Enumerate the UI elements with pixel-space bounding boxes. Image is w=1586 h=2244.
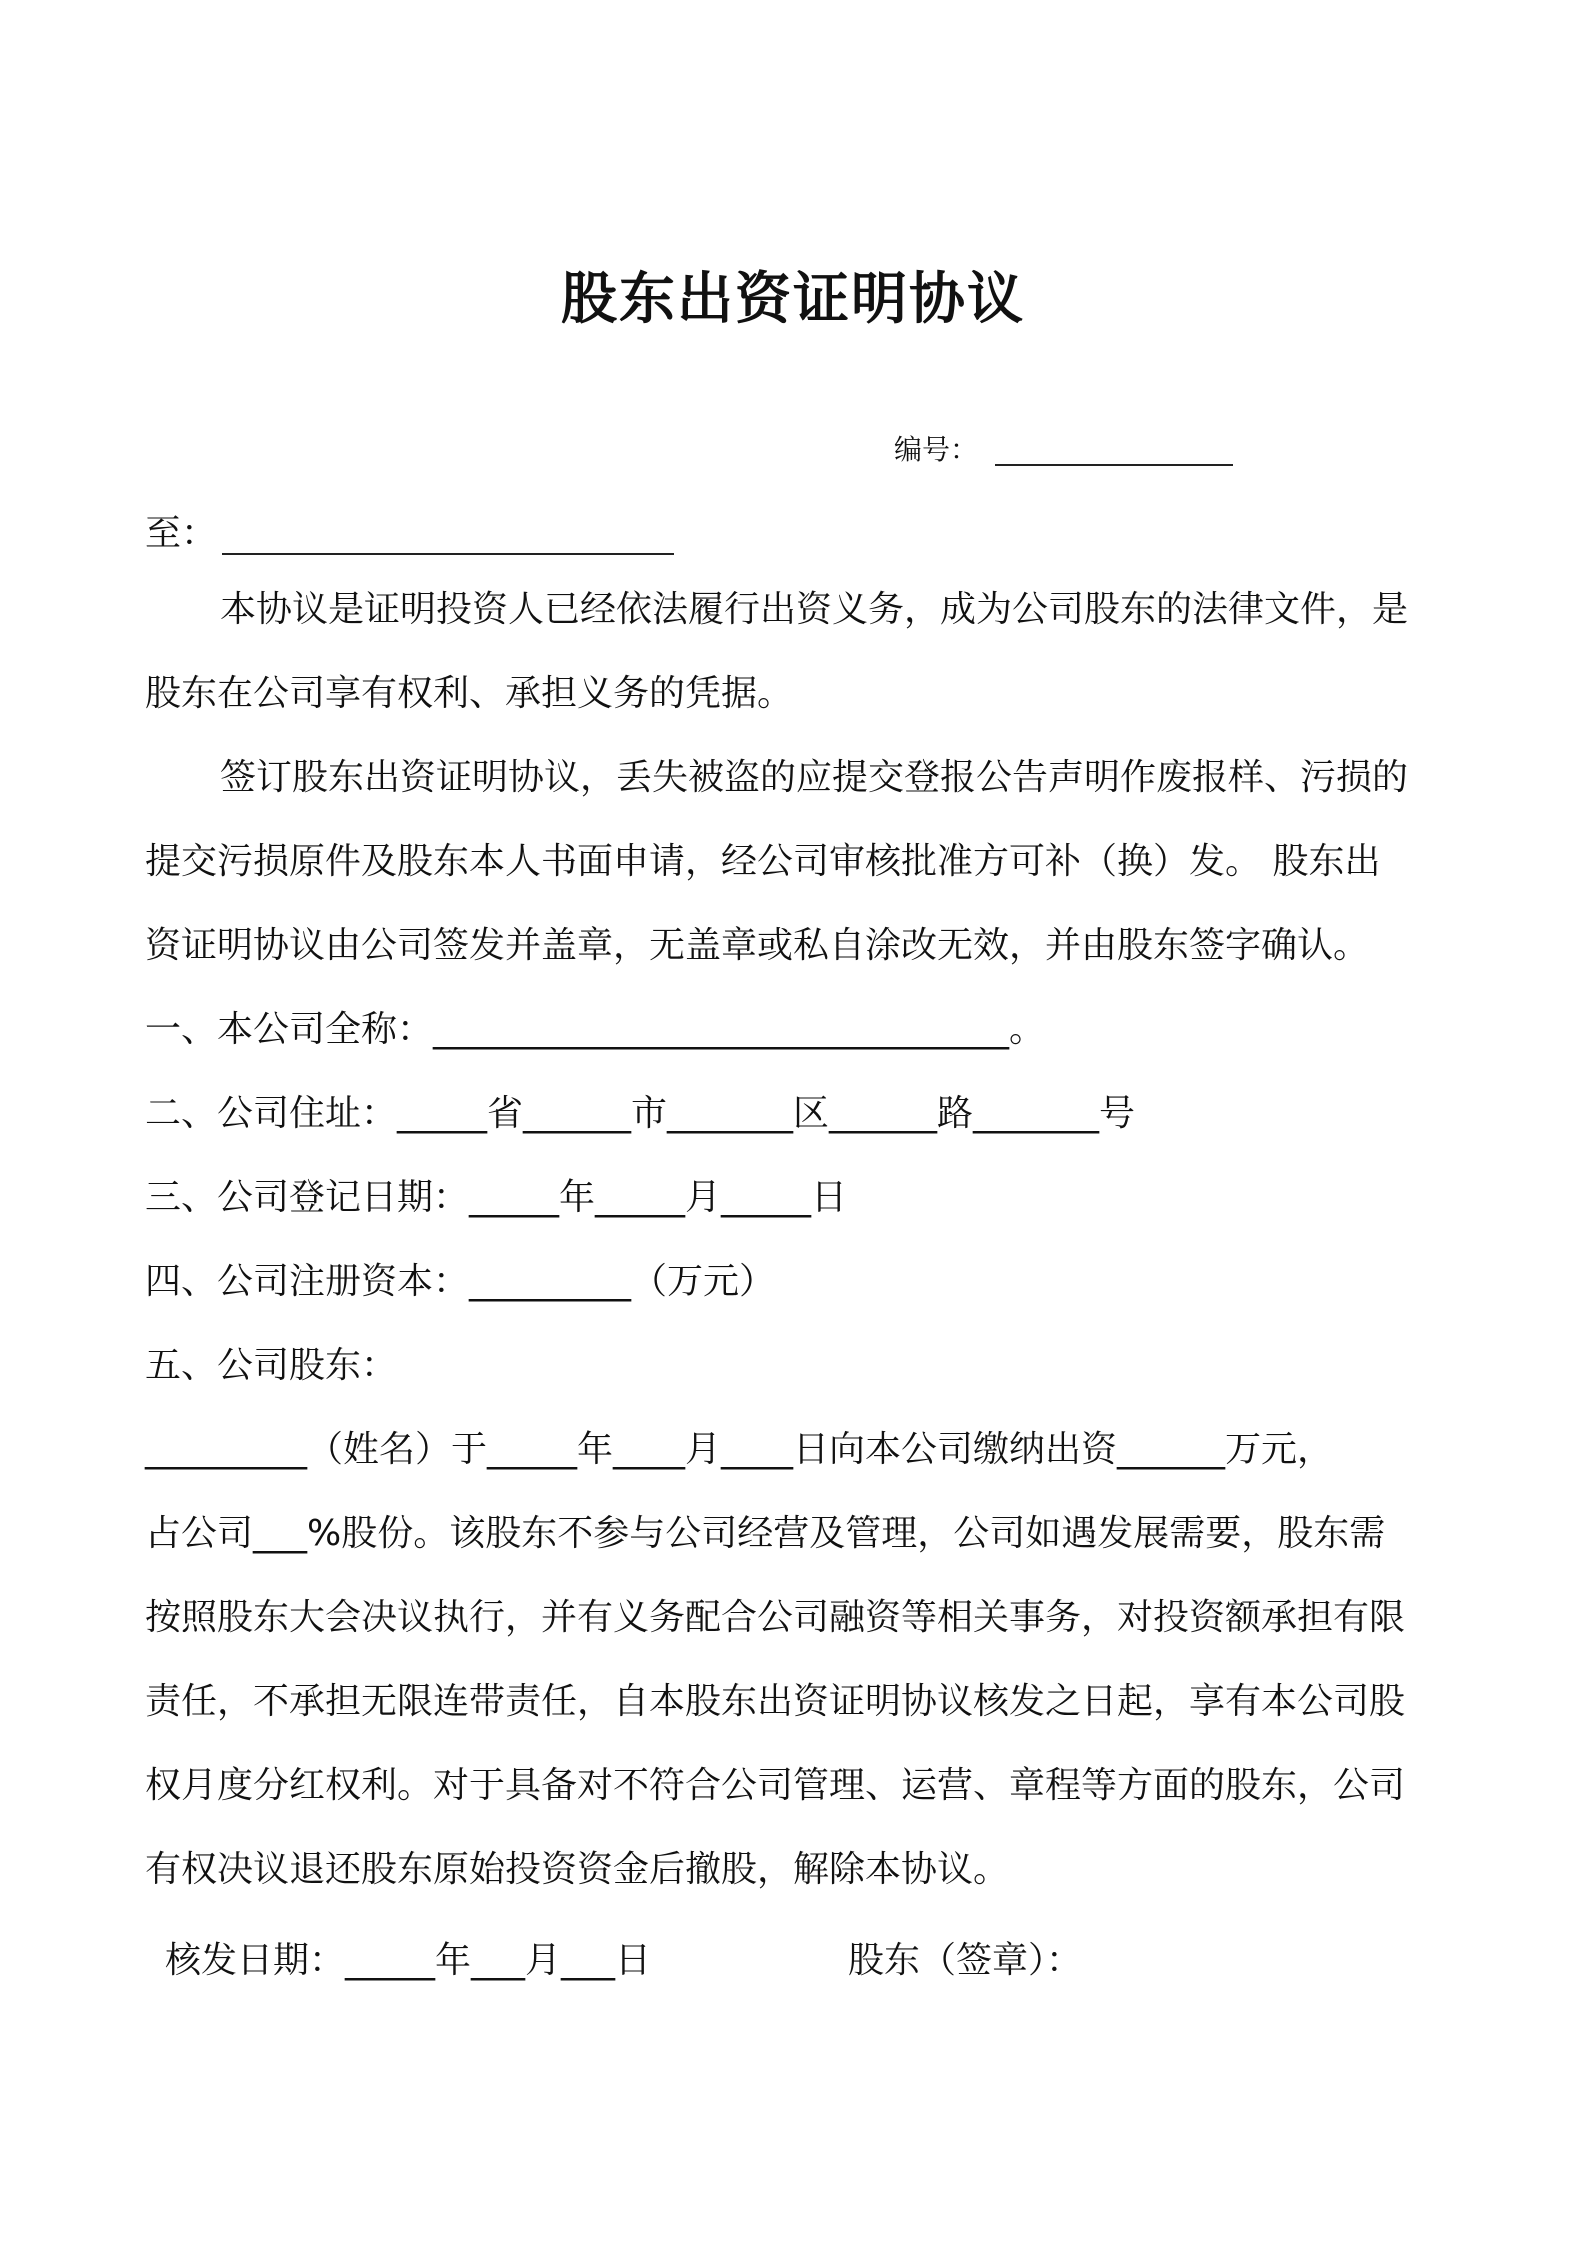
item-company-name: 一、本公司全称：________________________________。 xyxy=(145,1009,1046,1050)
paragraph-2-line-3: 资证明协议由公司签发并盖章，无盖章或私自涂改无效，并由股东签字确认。 xyxy=(145,925,1370,966)
paragraph-3-line-1: _________（姓名）于_____年____月____日向本公司缴纳出资______万元， xyxy=(145,1429,1334,1470)
paragraph-1-line-2: 股东在公司享有权利、承担义务的凭据。 xyxy=(145,673,794,714)
document-title: 股东出资证明协议 xyxy=(561,267,1025,332)
item-registration-date: 三、公司登记日期：_____年_____月_____日 xyxy=(145,1177,848,1218)
recipient-label: 至： xyxy=(145,513,218,554)
paragraph-3-line-5: 权月度分红权利。对于具备对不符合公司管理、运营、章程等方面的股东，公司 xyxy=(145,1765,1406,1806)
item-company-address: 二、公司住址：_____省______市_______区______路_______号 xyxy=(145,1093,1136,1134)
paragraph-3-line-2: 占公司___%股份。该股东不参与公司经营及管理，公司如遇发展需要，股东需 xyxy=(145,1513,1386,1554)
paragraph-3-line-6: 有权决议退还股东原始投资资金后撤股，解除本协议。 xyxy=(145,1849,1010,1890)
paragraph-3-line-4: 责任，不承担无限连带责任，自本股东出资证明协议核发之日起，享有本公司股 xyxy=(145,1681,1406,1722)
paragraph-3-line-3: 按照股东大会决议执行，并有义务配合公司融资等相关事务，对投资额承担有限 xyxy=(145,1597,1406,1638)
item-registered-capital: 四、公司注册资本：_________（万元） xyxy=(145,1261,776,1302)
shareholder-signature-label: 股东（签章）： xyxy=(848,1940,1083,1981)
paragraph-2-line-1: 签订股东出资证明协议，丢失被盗的应提交登报公告声明作废报样、污损的 xyxy=(220,757,1409,798)
item-shareholders: 五、公司股东： xyxy=(145,1345,398,1386)
paragraph-1-line-1: 本协议是证明投资人已经依法履行出资义务，成为公司股东的法律文件，是 xyxy=(220,589,1409,630)
number-blank-line xyxy=(995,464,1233,466)
paragraph-2-line-2: 提交污损原件及股东本人书面申请，经公司审核批准方可补（换）发。 股东出 xyxy=(145,841,1381,882)
recipient-blank-line xyxy=(222,553,674,555)
issue-date: 核发日期：_____年___月___日 xyxy=(165,1940,652,1981)
number-label: 编号： xyxy=(894,433,979,466)
